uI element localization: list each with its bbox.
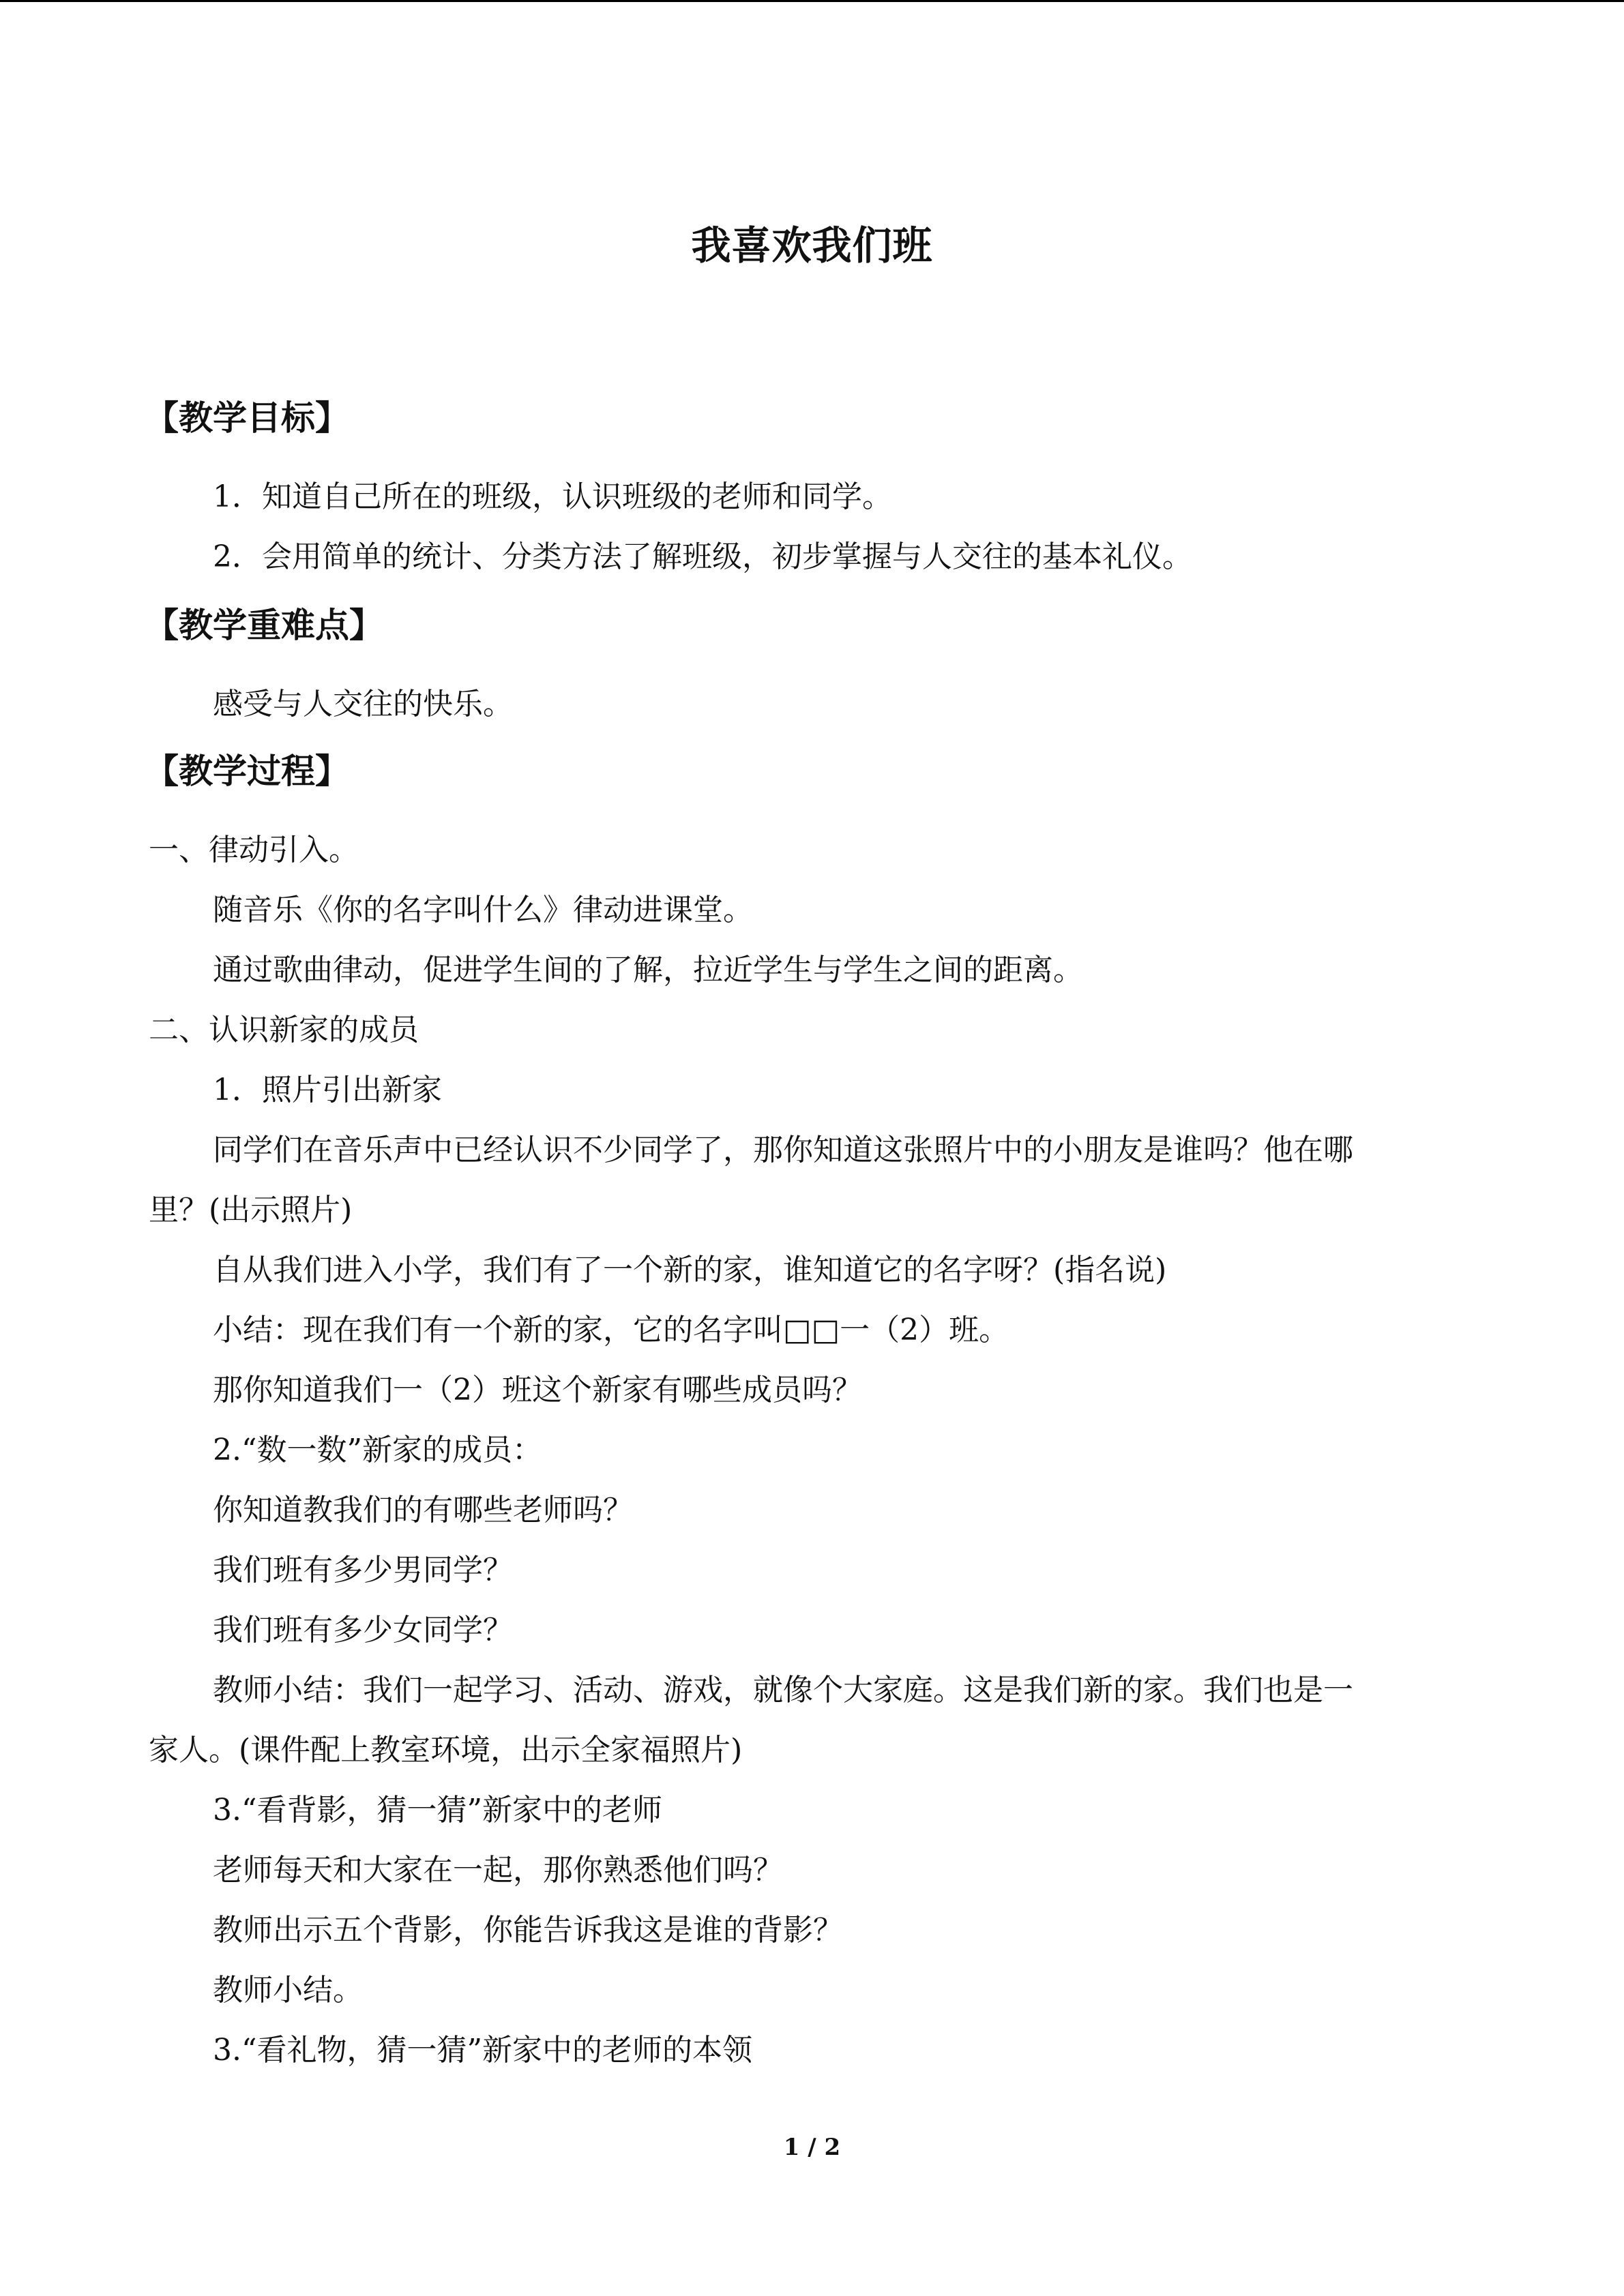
- process-line: 教师小结。: [213, 1973, 363, 2008]
- process-line: 那你知道我们一（2）班这个新家有哪些成员吗？: [213, 1373, 862, 1407]
- heading-key-points: 【教学重难点】: [145, 605, 383, 645]
- page-number: 1 / 2: [783, 2134, 841, 2161]
- heading-teaching-goals: 【教学目标】: [145, 398, 349, 438]
- process-line: 2.“数一数”新家的成员：: [213, 1433, 542, 1467]
- process-line: 二、认识新家的成员: [149, 1013, 419, 1047]
- process-line: 教师小结：我们一起学习、活动、游戏，就像个大家庭。这是我们新的家。我们也是一: [213, 1673, 1353, 1708]
- process-line: 我们班有多少女同学？: [213, 1613, 513, 1648]
- process-line: 教师出示五个背影，你能告诉我这是谁的背影？: [213, 1913, 843, 1948]
- goal-item: 1．知道自己所在的班级，认识班级的老师和同学。: [213, 479, 892, 514]
- process-line: 3.“看背影，猜一猜”新家中的老师: [213, 1793, 662, 1828]
- process-line: 自从我们进入小学，我们有了一个新的家，谁知道它的名字呀？(指名说): [213, 1253, 1167, 1287]
- process-line: 一、律动引入。: [149, 833, 359, 867]
- process-line: 家人。(课件配上教室环境，出示全家福照片): [149, 1733, 743, 1768]
- key-points-text: 感受与人交往的快乐。: [213, 687, 513, 721]
- process-line: 我们班有多少男同学？: [213, 1553, 513, 1587]
- process-line: 里？(出示照片): [149, 1193, 353, 1227]
- process-line: 你知道教我们的有哪些老师吗？: [213, 1493, 633, 1527]
- process-line: 3.“看礼物，猜一猜”新家中的老师的本领: [213, 2033, 752, 2068]
- document-title: 我喜欢我们班: [691, 222, 933, 269]
- heading-teaching-process: 【教学过程】: [145, 751, 349, 791]
- process-line: 随音乐《你的名字叫什么》律动进课堂。: [213, 893, 753, 927]
- process-line: 通过歌曲律动，促进学生间的了解，拉近学生与学生之间的距离。: [213, 953, 1083, 987]
- goal-item: 2．会用简单的统计、分类方法了解班级，初步掌握与人交往的基本礼仪。: [213, 539, 1192, 574]
- process-line: 同学们在音乐声中已经认识不少同学了，那你知道这张照片中的小朋友是谁吗？他在哪: [213, 1133, 1353, 1167]
- process-line: 1．照片引出新家: [213, 1073, 442, 1107]
- process-line: 老师每天和大家在一起，那你熟悉他们吗？: [213, 1853, 783, 1888]
- process-line: 小结：现在我们有一个新的家，它的名字叫□□一（2）班。: [213, 1313, 1009, 1347]
